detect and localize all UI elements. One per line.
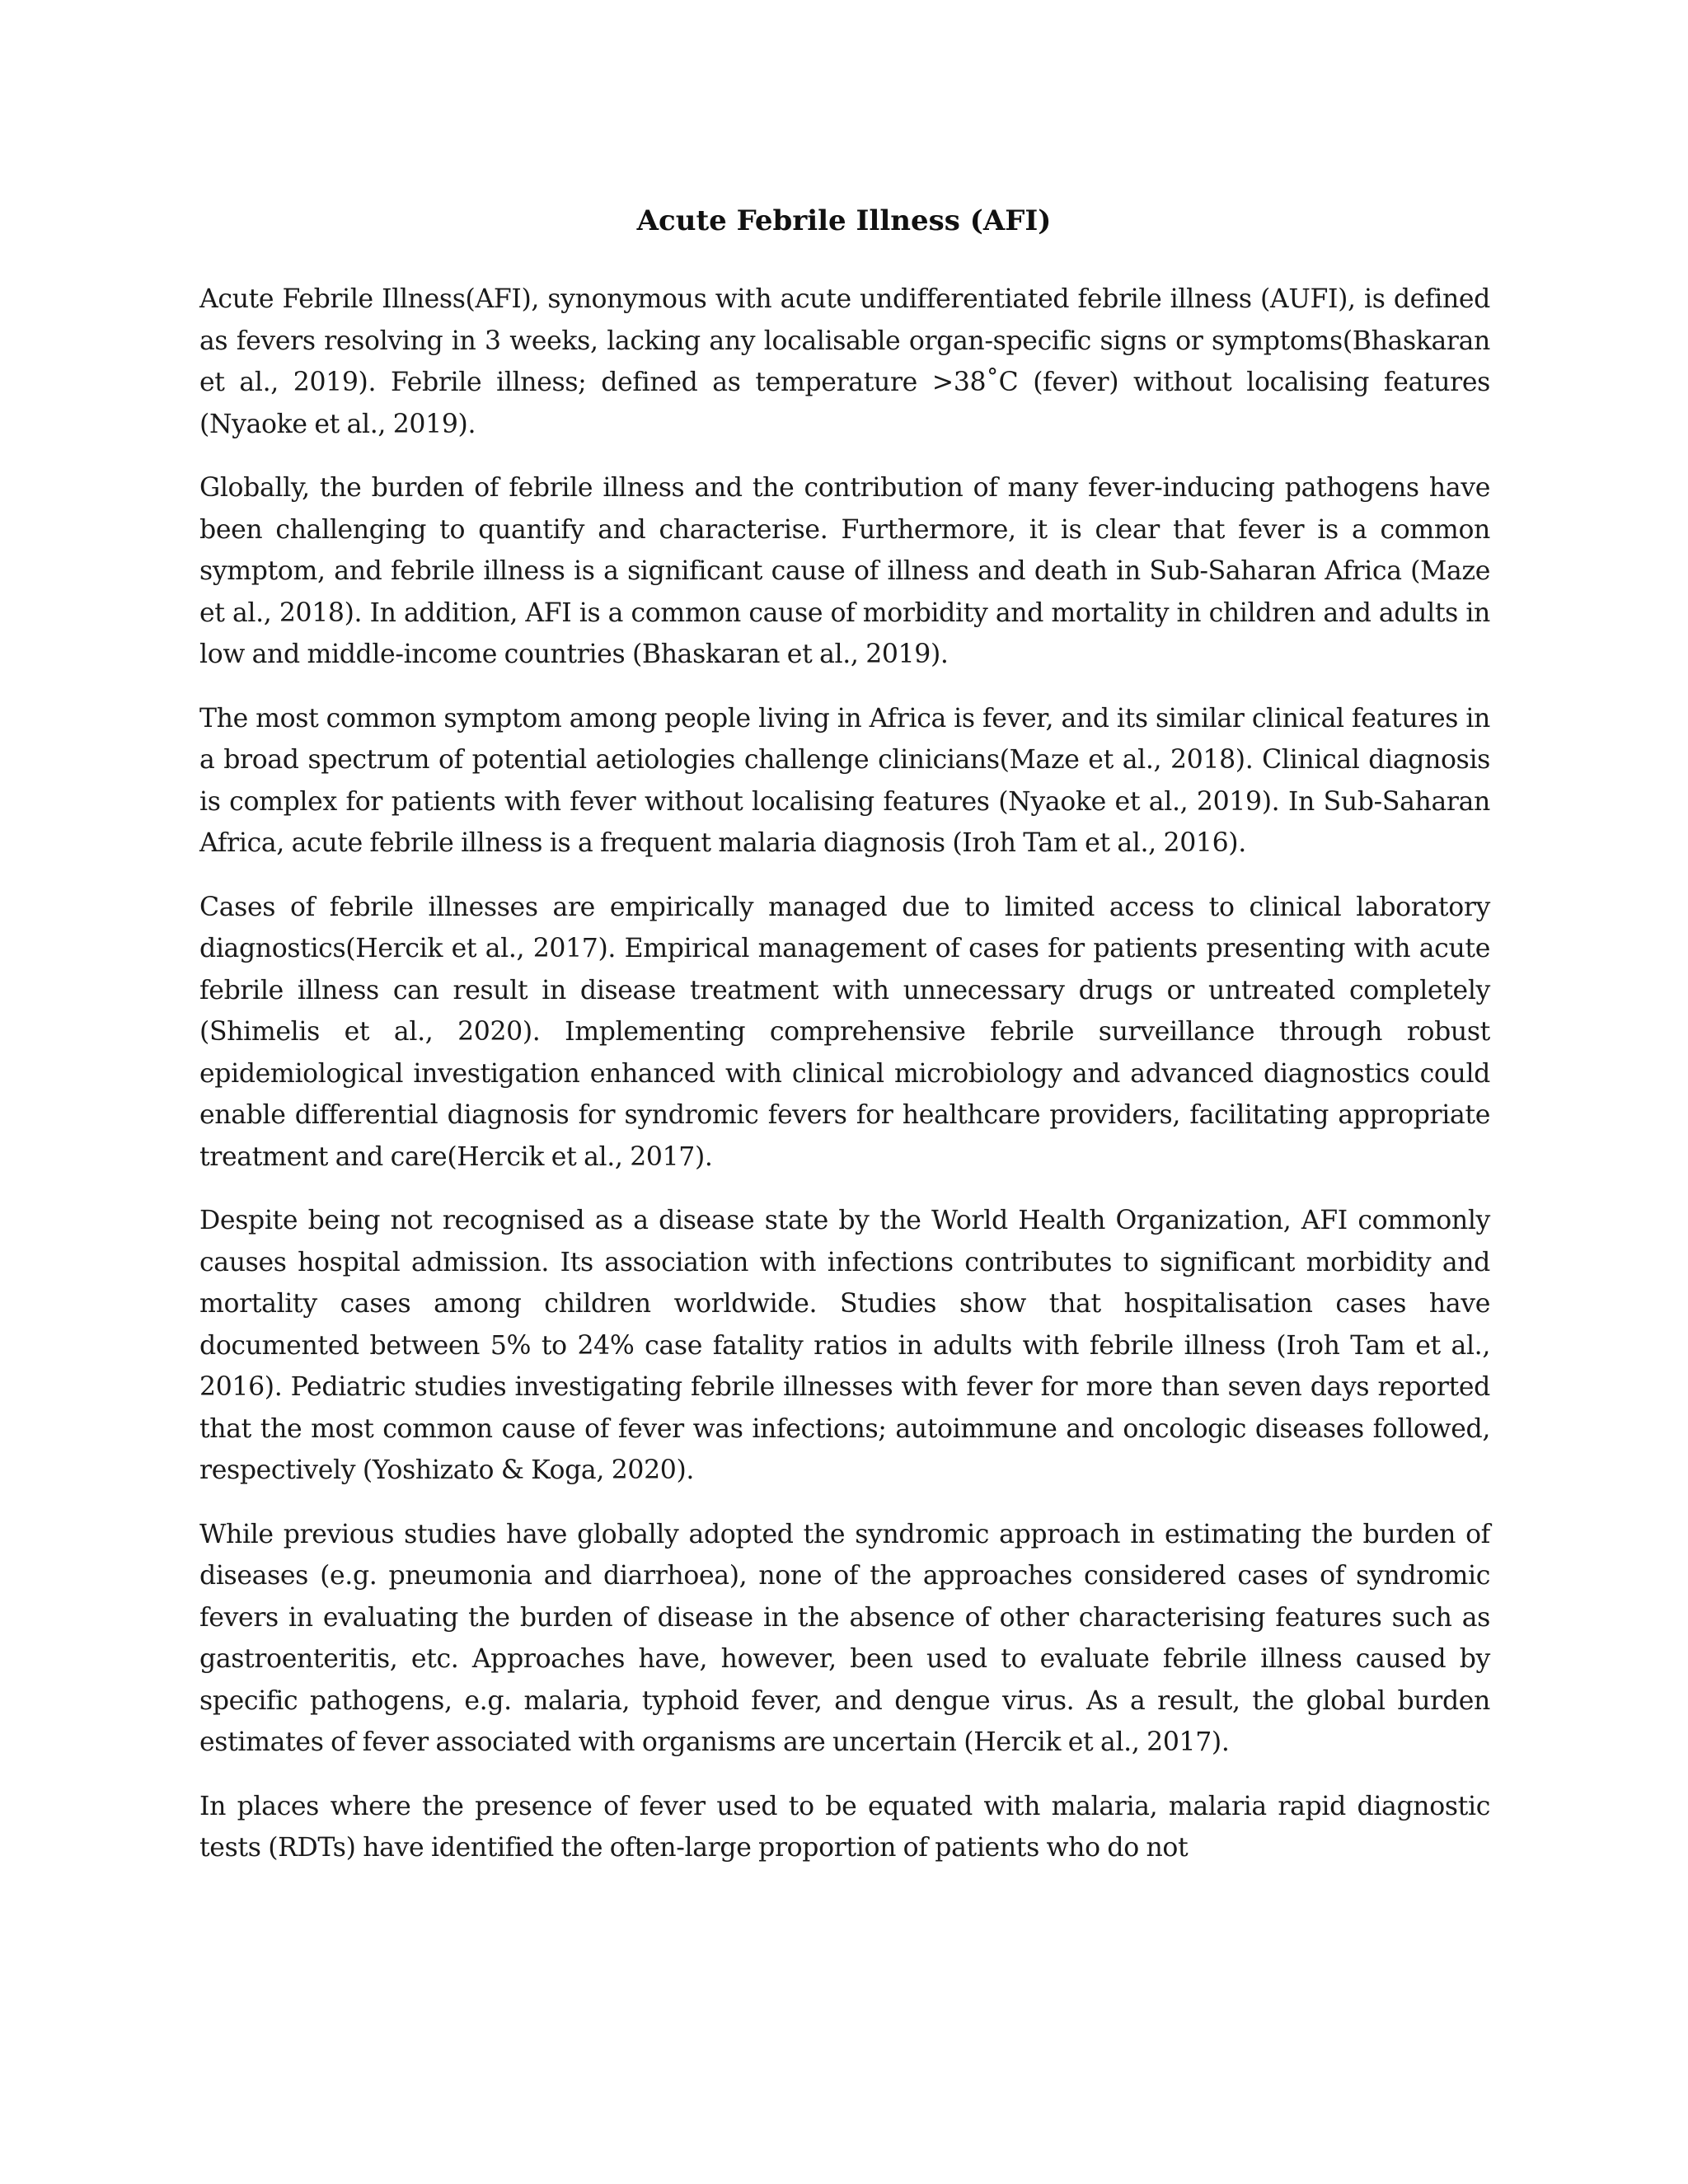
paragraph-malaria-rdts: In places where the presence of fever used to be equated with malaria, malaria rapid diagnostic tests (RDTs) have identified the often-large proportion of patients who do not (199, 1791, 1490, 1863)
paragraph-definition: Acute Febrile Illness(AFI), synonymous with acute undifferentiated febrile illness (AUFI), is defined as fevers resolving in 3 weeks, lacking any localisable organ-specific signs or symptoms(Bhaskaran et al., 2019). Febrile illness; defined as temperature >38˚C (fever) without localising features (Nyaoke et al., 2019). (199, 284, 1490, 439)
paragraph-hospital-admission: Despite being not recognised as a disease state by the World Health Organization, AFI commonly causes hospital admission. Its association with infections contributes to significant morbidity and mortality cases among children worldwide. Studies show that hospitalisation cases have documented between 5% to 24% case fatality ratios in adults with febrile illness (Iroh Tam et al., 2016). Pediatric studies investigating febrile illnesses with fever for more than seven days reported that the most common cause of fever was infections; autoimmune and oncologic diseases followed, respectively (Yoshizato & Koga, 2020). (199, 1206, 1490, 1485)
paragraph-empirical-management: Cases of febrile illnesses are empirically managed due to limited access to clinical laboratory diagnostics(Hercik et al., 2017). Empirical management of cases for patients presenting with acute febrile illness can result in disease treatment with unnecessary drugs or untreated completely (Shimelis et al., 2020). Implementing comprehensive febrile surveillance through robust epidemiological investigation enhanced with clinical microbiology and advanced diagnostics could enable differential diagnosis for syndromic fevers for healthcare providers, facilitating appropriate treatment and care(Hercik et al., 2017). (199, 892, 1490, 1172)
paragraph-africa-symptoms: The most common symptom among people living in Africa is fever, and its similar clinical features in a broad spectrum of potential aetiologies challenge clinicians(Maze et al., 2018). Clinical diagnosis is complex for patients with fever without localising features (Nyaoke et al., 2019). In Sub-Saharan Africa, acute febrile illness is a frequent malaria diagnosis (Iroh Tam et al., 2016). (199, 703, 1490, 858)
paragraph-syndromic-approach: While previous studies have globally adopted the syndromic approach in estimating the burden of diseases (e.g. pneumonia and diarrhoea), none of the approaches considered cases of syndromic fevers in evaluating the burden of disease in the absence of other characterising features such as gastroenteritis, etc. Approaches have, however, been used to evaluate febrile illness caused by specific pathogens, e.g. malaria, typhoid fever, and dengue virus. As a result, the global burden estimates of fever associated with organisms are uncertain (Hercik et al., 2017). (199, 1519, 1490, 1757)
document-body (199, 279, 1490, 1891)
paragraph-global-burden: Globally, the burden of febrile illness and the contribution of many fever-inducing pathogens have been challenging to quantify and characterise. Furthermore, it is clear that fever is a common symptom, and febrile illness is a significant cause of illness and death in Sub-Saharan Africa (Maze et al., 2018). In addition, AFI is a common cause of morbidity and mortality in children and adults in low and middle-income countries (Bhaskaran et al., 2019). (199, 473, 1490, 669)
document-title: Acute Febrile Illness (AFI) (636, 204, 1052, 237)
